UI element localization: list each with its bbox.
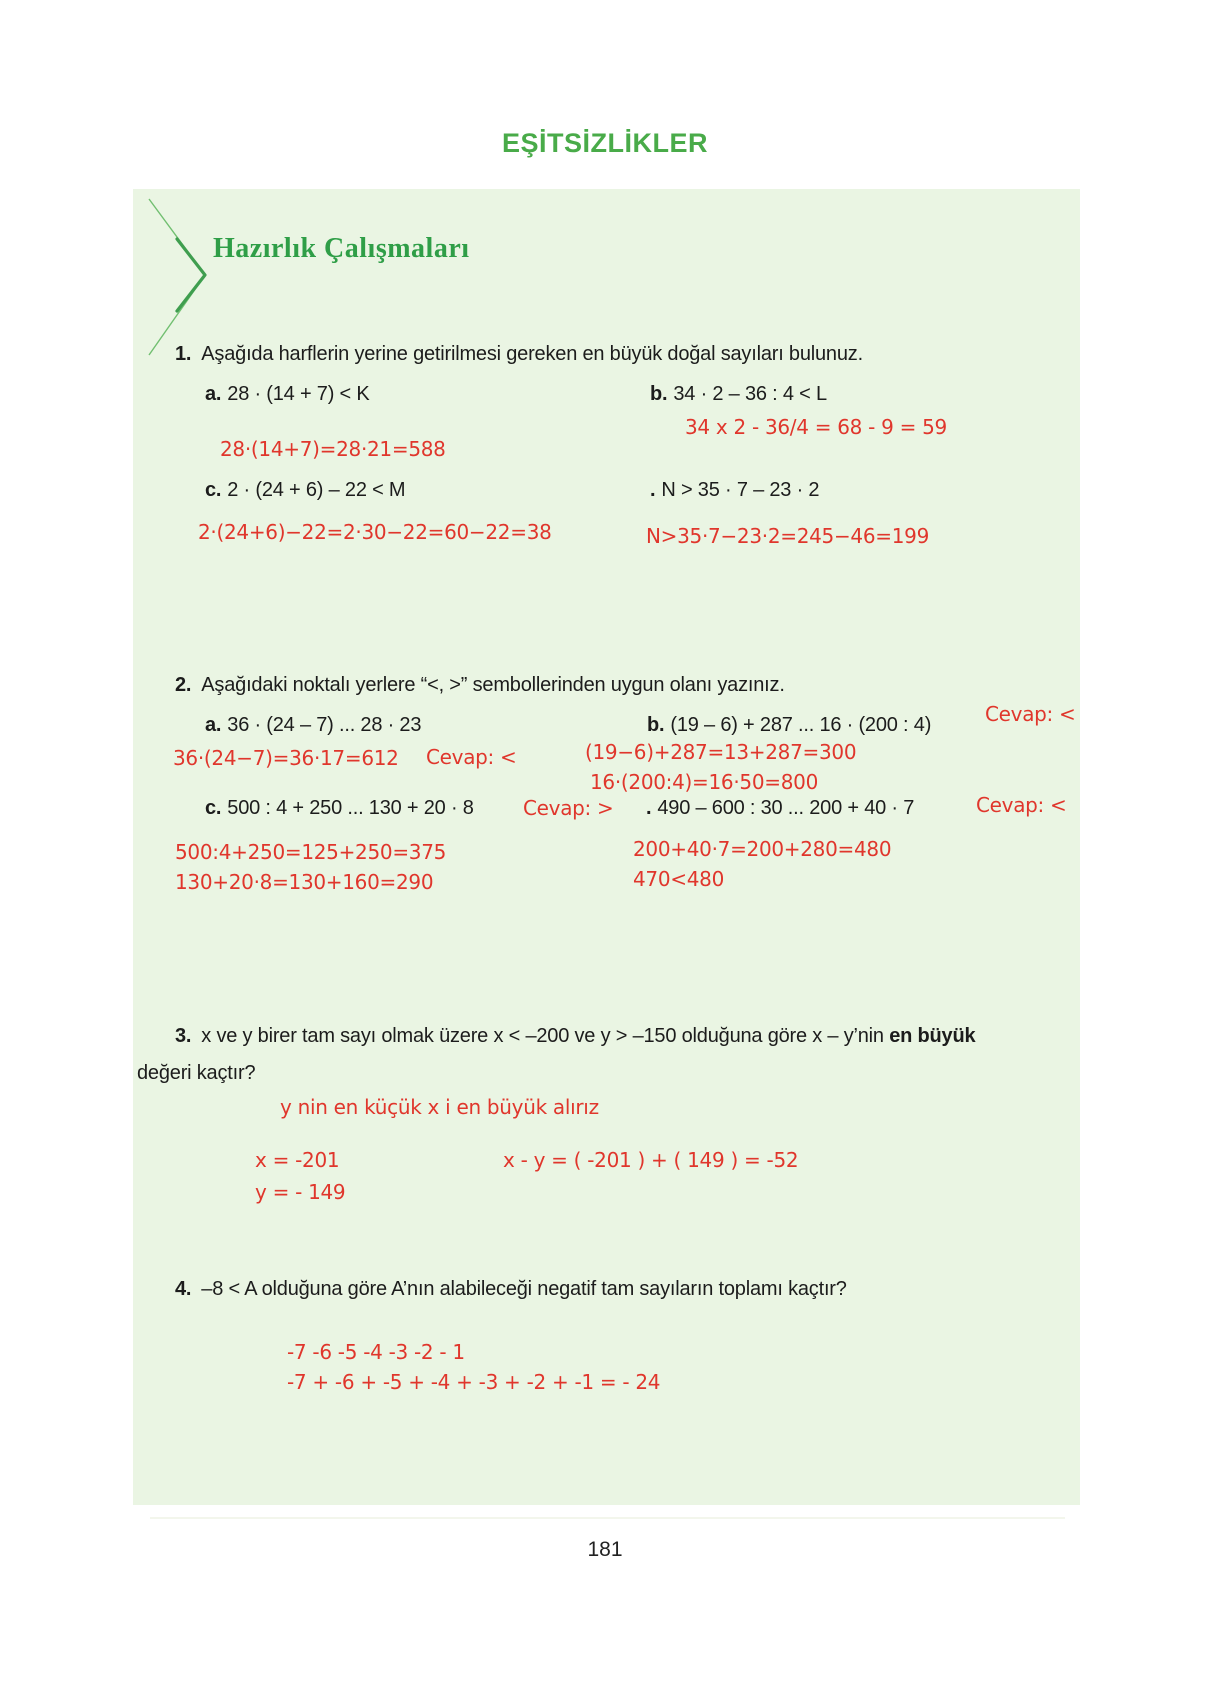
q3-work-x: x = -201 [255,1148,340,1172]
q1-item-c: c. 2 · (24 + 6) – 22 < M [205,479,406,501]
q2-item-c-work2: 130+20·8=130+160=290 [175,870,434,894]
q2-item-a: a. 36 · (24 – 7) ... 28 · 23 [205,714,422,736]
q2-item-a-work: 36·(24−7)=36·17=612 [173,746,399,770]
q1-item-d-work: N>35·7−23·2=245−46=199 [646,524,930,548]
q3-work-y: y = - 149 [255,1180,346,1204]
exercise-box [133,189,1080,1505]
q2-item-b-work1: (19−6)+287=13+287=300 [585,740,857,764]
box-bottom-shadow [150,1517,1065,1519]
q2-item-c-work1: 500:4+250=125+250=375 [175,840,447,864]
page-number: 181 [587,1538,623,1561]
q1-item-a: a. 28 · (14 + 7) < K [205,383,370,405]
q2-number: 2. [175,674,192,696]
q4-stem: 4. –8 < A olduğuna göre A’nın alabileceği negatif tam sayıların toplamı kaçtır? [175,1278,847,1300]
q1-item-a-work: 28·(14+7)=28·21=588 [220,437,446,461]
q2-item-b-work2: 16·(200:4)=16·50=800 [590,770,818,794]
q3-stem-line1: 3. x ve y birer tam sayı olmak üzere x < –200 ve y > –150 olduğuna göre x – y’nin en büyük [175,1025,976,1047]
q2-item-a-cevap: Cevap: < [426,745,517,769]
q2-item-d-cevap: Cevap: < [976,793,1067,817]
q3-stem-line2: değeri kaçtır? [137,1062,256,1084]
q2-item-b-cevap: Cevap: < [985,702,1076,726]
q1-stem: 1. Aşağıda harflerin yerine getirilmesi gereken en büyük doğal sayıları bulunuz. [175,343,863,365]
page-title: EŞİTSİZLİKLER [501,128,708,158]
q1-item-d: . N > 35 · 7 – 23 · 2 [650,479,820,501]
q2-item-c-cevap: Cevap: > [523,796,614,820]
q3-hint: y nin en küçük x i en büyük alırız [280,1095,599,1119]
q2-stem: 2. Aşağıdaki noktalı yerlere “<, >” sembollerinden uygun olanı yazınız. [175,674,785,696]
q2-item-d-work2: 470<480 [633,867,725,891]
q3-work-xy: x - y = ( -201 ) + ( 149 ) = -52 [503,1148,799,1172]
section-header: Hazırlık Çalışmaları [213,233,470,264]
q2-item-d-work1: 200+40·7=200+280=480 [633,837,892,861]
q1-item-b-work: 34 x 2 - 36/4 = 68 - 9 = 59 [685,415,947,439]
q4-work1: -7 -6 -5 -4 -3 -2 - 1 [287,1340,465,1364]
chevron-right-icon [139,195,217,359]
q2-item-d: . 490 – 600 : 30 ... 200 + 40 · 7 [646,797,915,819]
q1-item-b: b. 34 · 2 – 36 : 4 < L [650,383,827,405]
q3-number: 3. [175,1025,192,1047]
q1-item-c-work: 2·(24+6)−22=2·30−22=60−22=38 [198,520,552,544]
q2-item-c: c. 500 : 4 + 250 ... 130 + 20 · 8 [205,797,474,819]
q4-work2: -7 + -6 + -5 + -4 + -3 + -2 + -1 = - 24 [287,1370,661,1394]
q2-item-b: b. (19 – 6) + 287 ... 16 · (200 : 4) [647,714,932,736]
q1-number: 1. [175,343,192,365]
q4-number: 4. [175,1278,192,1300]
